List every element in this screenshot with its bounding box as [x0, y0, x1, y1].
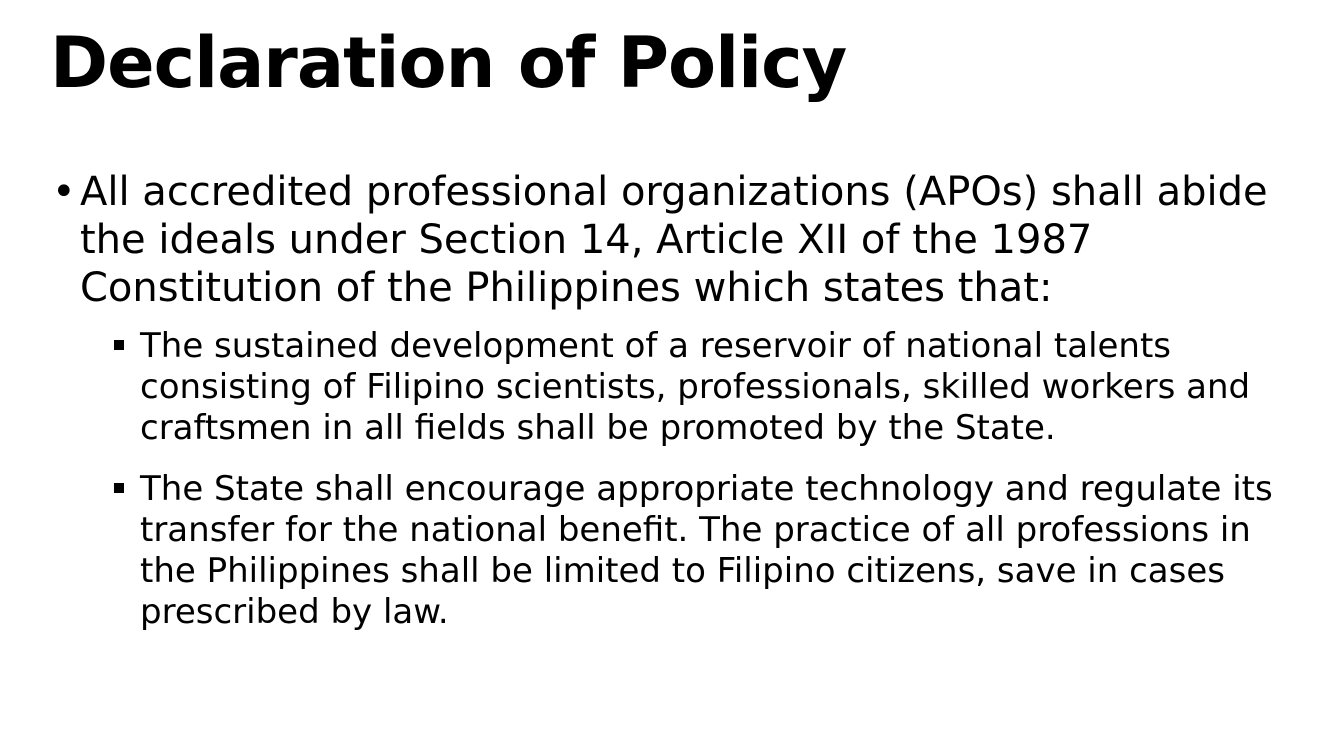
- bullet-item: [52, 168, 1302, 312]
- slide-title: Declaration of Policy: [50, 22, 847, 104]
- sub-bullet-list: [112, 326, 1292, 653]
- square-bullet-icon: [114, 483, 124, 493]
- square-bullet-icon: [114, 340, 124, 350]
- bullet-text: All accredited professional organizations (APOs) shall abide the ideals under Section 14, Article XII of the 1987 Constitution of the Philippines which states that:: [80, 169, 1268, 311]
- sub-bullet-text: The State shall encourage appropriate technology and regulate its transfer for the national benefit. The practice of all professions in the Philippines shall be limited to Filipino citizens, save in cases prescribed by law.: [140, 469, 1273, 632]
- sub-bullet-text: The sustained development of a reservoir of national talents consisting of Filipino scientists, professionals, skilled workers and craftsmen in all fields shall be promoted by the State.: [140, 326, 1251, 448]
- sub-bullet-item: [112, 326, 1292, 449]
- bullet-dot-icon: •: [52, 169, 76, 215]
- sub-bullet-item: [112, 469, 1292, 633]
